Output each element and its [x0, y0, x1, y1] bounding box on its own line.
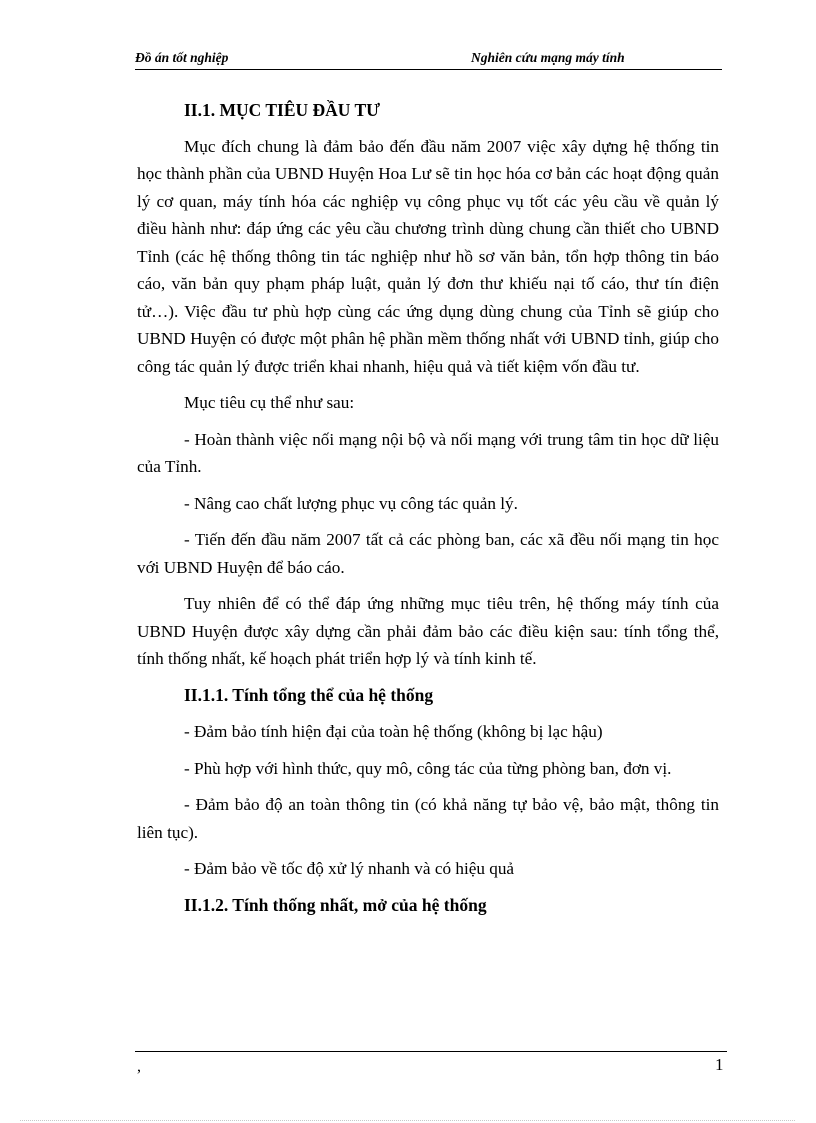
goal-item-quality: - Nâng cao chất lượng phục vụ công tác quản lý. — [184, 493, 518, 513]
subsection-heading-1: II.1.1. Tính tổng thể của hệ thống — [184, 684, 434, 705]
subsection-1-item: - Phù hợp với hình thức, quy mô, công tác của từng phòng ban, đơn vị. — [184, 758, 672, 778]
goal-item-connect: - Tiến đến đầu năm 2007 tất cả các phòng ban, các xã đều nối mạng tin học với UBND Huyện để báo cáo. — [137, 530, 719, 577]
paragraph-specific-goals-intro: Mục tiêu cụ thể như sau: — [184, 393, 355, 412]
goal-item-network: - Hoàn thành việc nối mạng nội bộ và nối mạng với trung tâm tin học dữ liệu của Tỉnh. — [137, 429, 719, 476]
page-number: 1 — [715, 1055, 724, 1074]
paragraph-general-goal: Mục đích chung là đảm bảo đến đầu năm 2007 việc xây dựng hệ thống tin học thành phần của UBND Huyện Hoa Lư sẽ tin học hóa cơ bản các hoạt động quản lý cơ quan, máy tính hóa các nghiệp vụ công phục vụ tốt các yêu cầu về quản lý điều hành như: đáp ứng các yêu cầu chương trình dùng chung cần thiết cho UBND Tỉnh (các hệ thống thông tin tác nghiệp như hồ sơ văn bản, tổn hợp thông tin báo cáo, văn bản quy phạm pháp luật, quản lý đơn thư khiếu nại tố cáo, thư tín điện tử…). Việc đầu tư phù hợp cùng các ứng dụng dùng chung của Tỉnh sẽ giúp cho UBND Huyện có được một phân hệ phần mềm thống nhất với UBND tỉnh, giúp cho công tác quản lý được triển khai nhanh, hiệu quả và tiết kiệm vốn đầu tư. — [137, 136, 719, 376]
paragraph-conditions: Tuy nhiên để có thể đáp ứng những mục tiêu trên, hệ thống máy tính của UBND Huyện được xây dựng cần phải đảm bảo các điều kiện sau: tính tổng thể, tính thống nhất, kế hoạch phát triển hợp lý và tính kinh tế. — [137, 594, 719, 668]
header-document-title: Nghiên cứu mạng máy tính — [471, 50, 625, 65]
footer-mark: , — [137, 1058, 141, 1075]
header-document-type: Đồ án tốt nghiệp — [135, 50, 229, 65]
section-heading: II.1. MỤC TIÊU ĐẦU TƯ — [184, 100, 381, 120]
footer-divider — [135, 1051, 727, 1052]
subsection-1-item: - Đảm bảo về tốc độ xử lý nhanh và có hiệu quả — [184, 859, 515, 878]
page-header — [135, 48, 722, 70]
subsection-1-item: - Đảm bảo tính hiện đại của toàn hệ thống (không bị lạc hậu) — [184, 722, 603, 741]
subsection-1-item: - Đảm bảo độ an toàn thông tin (có khả năng tự bảo vệ, bảo mật, thông tin liên tục). — [137, 795, 719, 842]
subsection-heading-2: II.1.2. Tính thống nhất, mở của hệ thống — [184, 894, 487, 915]
page-body — [137, 97, 719, 928]
page-edge — [20, 1120, 795, 1121]
